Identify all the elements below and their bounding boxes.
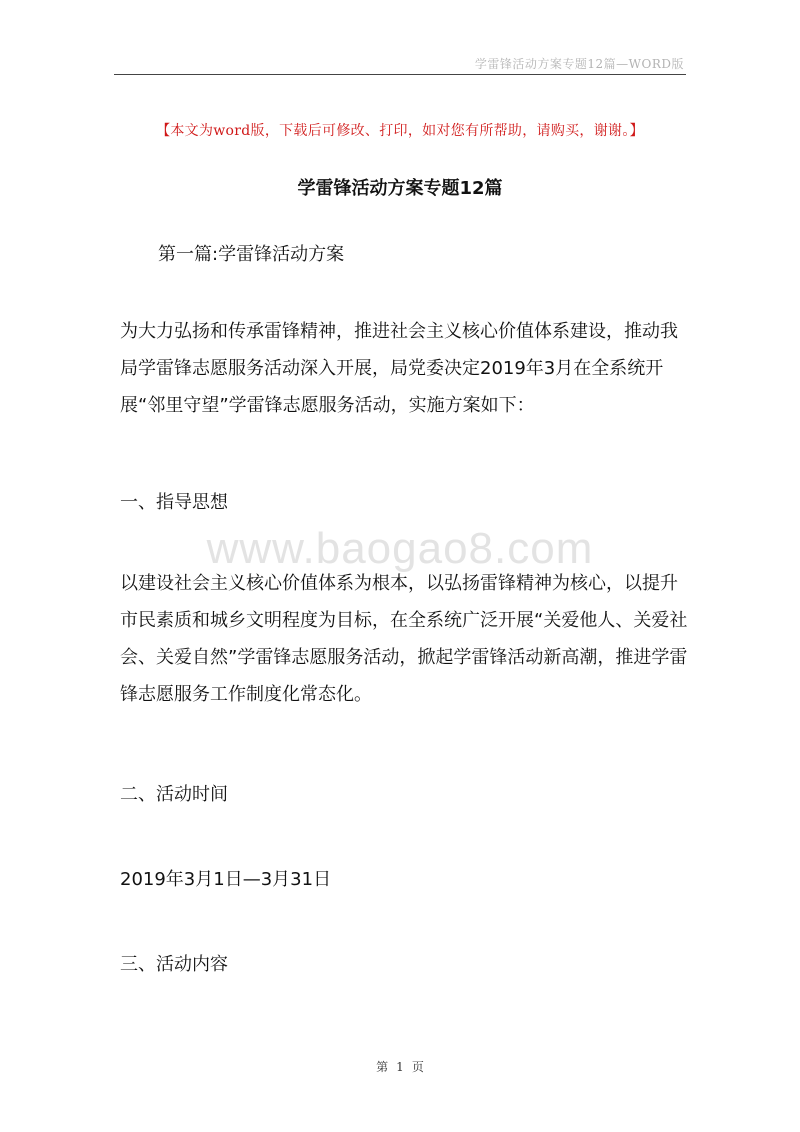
section-heading-guiding-ideology: 一、指导思想 bbox=[120, 492, 228, 513]
section-heading-activity-time: 二、活动时间 bbox=[120, 784, 228, 805]
section-body-guiding-ideology: 以建设社会主义核心价值体系为根本，以弘扬雷锋精神为核心，以提升市民素质和城乡文明程度为目标，在全系统广泛开展“关爱他人、关爱社会、关爱自然”学雷锋志愿服务活动，掀起学雷锋活动新高潮，推进学雷锋志愿服务工作制度化常态化。 bbox=[120, 573, 688, 705]
header-divider bbox=[114, 74, 686, 75]
purchase-notice: 【本文为word版，下载后可修改、打印，如对您有所帮助，请购买，谢谢。】 bbox=[156, 123, 644, 139]
watermark: www.baogao8.com bbox=[206, 524, 594, 573]
footer-prefix: 第 bbox=[376, 1060, 389, 1074]
footer-suffix: 页 bbox=[411, 1060, 424, 1074]
page-number: 1 bbox=[396, 1060, 404, 1074]
part-subtitle: 第一篇:学雷锋活动方案 bbox=[158, 244, 345, 265]
page-footer bbox=[0, 1058, 800, 1075]
intro-paragraph: 为大力弘扬和传承雷锋精神，推进社会主义核心价值体系建设，推动我局学雷锋志愿服务活动深入开展，局党委决定2019年3月在全系统开展“邻里守望”学雷锋志愿服务活动，实施方案如下： bbox=[120, 321, 678, 416]
section-heading-activity-content: 三、活动内容 bbox=[120, 954, 228, 975]
section-body-activity-time: 2019年3月1日—3月31日 bbox=[120, 869, 332, 890]
document-title: 学雷锋活动方案专题12篇 bbox=[297, 178, 503, 199]
running-header: 学雷锋活动方案专题12篇—WORD版 bbox=[474, 57, 684, 71]
